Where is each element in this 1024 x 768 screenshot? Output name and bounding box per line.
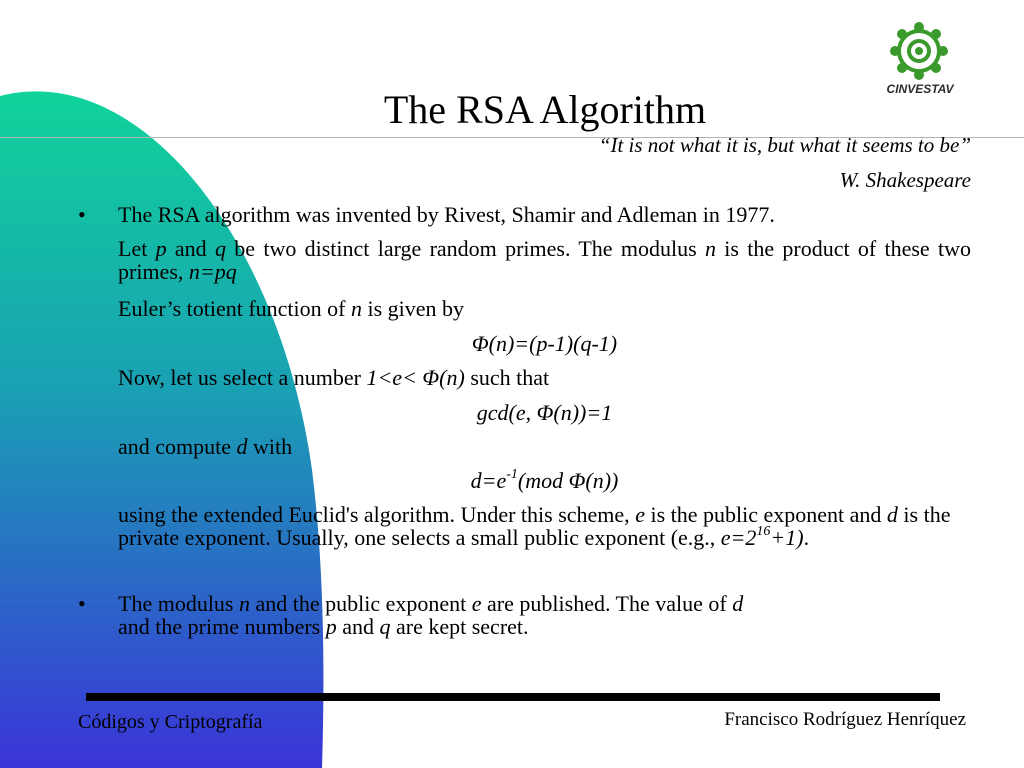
bullet-marker: • (78, 202, 86, 227)
gcd-formula: gcd(e, Φ(n))=1 (476, 400, 613, 425)
primes-paragraph: Let p and q be two distinct large random primes. The modulus n is the product of these two primes, n=pq (118, 236, 971, 284)
bullet-marker: • (78, 591, 86, 616)
select-e-paragraph: Now, let us select a number 1<e< Φ(n) such that (118, 365, 550, 390)
quote-author: W. Shakespeare (839, 168, 971, 192)
cinvestav-logo (872, 18, 968, 104)
author-name: Francisco Rodríguez Henríquez (724, 709, 966, 730)
totient-formula: Φ(n)=(p-1)(q-1) (471, 331, 618, 356)
slide-title: The RSA Algorithm (383, 87, 707, 132)
published-paragraph: The modulus n and the public exponent e are published. The value of d and the prime numbers p and q are kept secret. (118, 591, 744, 639)
compute-d-paragraph: and compute d with (118, 434, 293, 459)
euclid-paragraph: using the extended Euclid's algorithm. Under this scheme, e is the public exponent and d is the private exponent. Usually, one selects a small public exponent (e.g., $e=2^{16}+1$). (118, 502, 951, 550)
gear-logo-icon (872, 18, 968, 82)
rsa-invention-text: The RSA algorithm was invented by Rivest, Shamir and Adleman in 1977. (118, 202, 775, 227)
totient-paragraph: Euler’s totient function of n is given by (118, 296, 465, 321)
logo-label: CINVESTAV (886, 82, 954, 96)
d-formula: $d=e^{-1}(mod$ Φ(n)) (470, 466, 619, 493)
course-title: Códigos y Criptografía (78, 711, 263, 733)
quote-text: “It is not what it is, but what it seems to be” (598, 133, 971, 157)
footer-bar (86, 693, 940, 701)
